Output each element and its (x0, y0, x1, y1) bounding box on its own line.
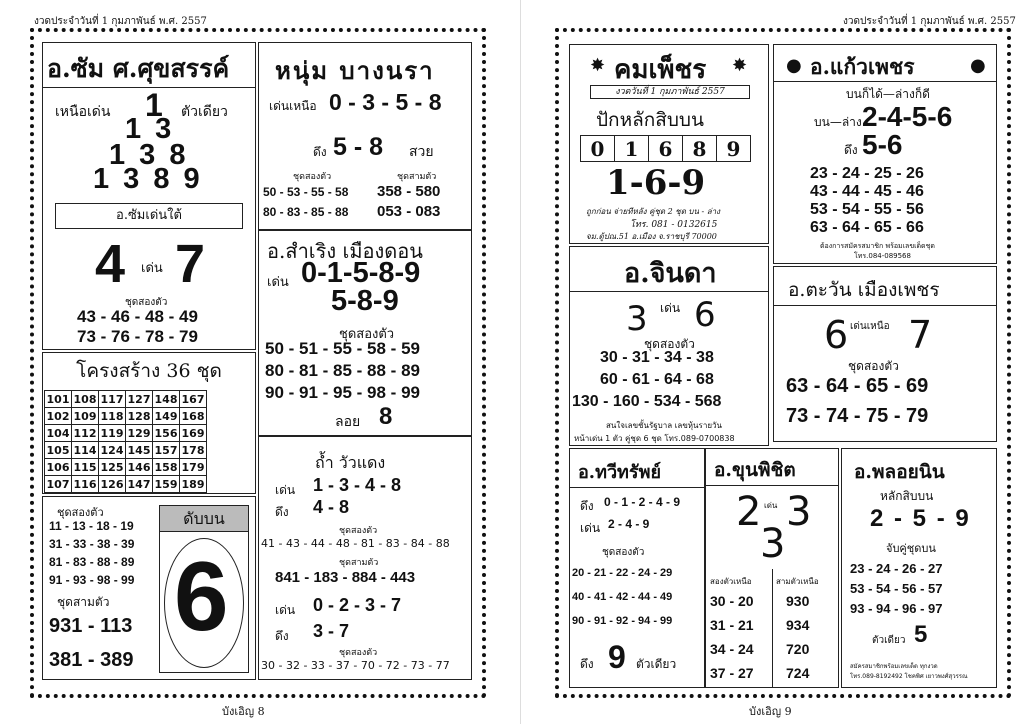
tham-lead2-label: เด่น (275, 603, 296, 617)
structure-row (45, 425, 207, 442)
structure-cell: 126 (99, 476, 126, 493)
khun-row-4a: 37 - 27 (710, 665, 754, 681)
khom-date: งวดวันที่ 1 กุมภาพันธ์ 2557 (615, 87, 725, 97)
khom-digit: 6 (649, 136, 683, 162)
phlo-single-label: ตัวเดียว (872, 635, 906, 646)
page-header: งวดประจำวันที่ 1 กุมภาพันธ์ พ.ศ. 2557 (34, 16, 207, 27)
bottom-triple-1: 931 - 113 (49, 615, 133, 637)
tham-title: ถ้ำ วัวแดง (315, 453, 386, 472)
structure-cell: 158 (153, 459, 180, 476)
samroeng-lead2: 5-8-9 (331, 285, 399, 317)
structure-cell: 117 (99, 391, 126, 408)
tawan-n1: 6 (824, 313, 849, 357)
structure-cell: 156 (153, 425, 180, 442)
structure-cell: 115 (72, 459, 99, 476)
phlo-row-3: 93 - 94 - 96 - 97 (850, 601, 943, 616)
structure-cell: 108 (72, 391, 99, 408)
dot-icon: ● (786, 55, 802, 76)
structure-cell: 157 (153, 442, 180, 459)
structure-cell: 148 (153, 391, 180, 408)
num-two-label: ชุดสองตัว (293, 172, 332, 182)
structure-cell: 127 (126, 391, 153, 408)
kaew-row-3: 53 - 54 - 55 - 56 (810, 201, 924, 218)
structure-cell: 128 (126, 408, 153, 425)
thawee-pair-label: ชุดสองตัว (602, 547, 645, 558)
thawee-ding: 0 - 1 - 2 - 4 - 9 (604, 495, 681, 509)
num-three-1: 358 - 580 (377, 183, 441, 200)
structure-cell: 179 (180, 459, 207, 476)
khom-title: คมเพ็ชร (614, 55, 707, 85)
khom-box (569, 44, 769, 244)
jinda-title: อ.จินดา (624, 258, 717, 289)
bottom-triple-2: 381 - 389 (49, 649, 134, 671)
phlo-main: 2 - 5 - 9 (870, 505, 971, 532)
samroeng-float-num: 8 (379, 403, 393, 430)
dup-box (159, 505, 249, 673)
jinda-mid: เด่น (660, 301, 681, 315)
khun-row-3b: 720 (786, 641, 810, 657)
thawee-row-1: 20 - 21 - 22 - 24 - 29 (572, 567, 673, 579)
star-icon: ✸ (590, 55, 606, 76)
thawee-ding2: 9 (608, 639, 626, 675)
num-two-2: 80 - 83 - 85 - 88 (263, 205, 349, 219)
structure-cell: 189 (180, 476, 207, 493)
tawan-title: อ.ตะวัน เมืองเพชร (788, 279, 940, 301)
khom-digits (580, 135, 751, 162)
bottom-pair-2: 31 - 33 - 38 - 39 (49, 537, 135, 551)
kaew-title: อ.แก้วเพชร (810, 54, 915, 79)
num-lead-label: เด่นเหนือ (269, 99, 317, 113)
star-icon: ✸ (732, 55, 748, 76)
bottom-triple-label: ชุดสามตัว (57, 595, 110, 609)
som-big-mid: เด่น (141, 261, 163, 276)
som-tri-3: 1 3 8 9 (93, 163, 203, 195)
khun-mid: เด่น (764, 501, 778, 510)
khom-digit: 1 (615, 136, 649, 162)
samroeng-lead-label: เด่น (267, 275, 289, 290)
tham-triples: 841 - 183 - 884 - 443 (275, 569, 416, 586)
bottom-box (42, 496, 256, 680)
structure-cell: 178 (180, 442, 207, 459)
som-tri-1: 1 3 (125, 113, 175, 145)
tham-ding-label: ดึง (275, 505, 289, 519)
phlo-row-2: 53 - 54 - 56 - 57 (850, 581, 943, 596)
dup-label: ดับบน (160, 506, 248, 532)
samroeng-pair-3: 90 - 91 - 95 - 98 - 99 (265, 383, 420, 402)
khun-col2: สามตัวเหนือ (776, 577, 819, 586)
tham-pairs2: 30 - 32 - 33 - 37 - 70 - 72 - 73 - 77 (261, 659, 450, 672)
structure-row (45, 442, 207, 459)
bottom-pair-4: 91 - 93 - 98 - 99 (49, 573, 135, 587)
khun-row-1a: 30 - 20 (710, 593, 754, 609)
structure-cell: 124 (99, 442, 126, 459)
structure-row (45, 476, 207, 493)
jinda-row-2: 60 - 61 - 64 - 68 (600, 371, 714, 388)
kaew-row-4: 63 - 64 - 65 - 66 (810, 219, 924, 236)
tham-ding: 4 - 8 (313, 497, 350, 517)
tham-pair-label: ชุดสองตัว (339, 526, 378, 536)
structure-cell: 118 (99, 408, 126, 425)
structure-cell: 105 (45, 442, 72, 459)
kaew-sub: บนก็ได้—ล่างก็ดี (846, 87, 930, 101)
khun-row-3a: 34 - 24 (710, 641, 754, 657)
bottom-pair-1: 11 - 13 - 18 - 19 (49, 519, 134, 533)
kaew-row-2: 43 - 44 - 45 - 46 (810, 183, 924, 200)
structure-cell: 167 (180, 391, 207, 408)
samroeng-pair-2: 80 - 81 - 85 - 88 - 89 (265, 361, 420, 380)
phlo-sub: หลักสิบบน (880, 489, 934, 503)
jinda-n1: 3 (626, 299, 648, 339)
khom-note3: จม.ตู้ปณ.51 อ.เมือง จ.ราชบุรี 70000 (586, 232, 717, 241)
kaew-b-label: ดึง (844, 143, 858, 157)
structure-cell: 159 (153, 476, 180, 493)
structure-cell: 116 (72, 476, 99, 493)
kaew-a: 2-4-5-6 (862, 101, 953, 132)
samroeng-pair-label: ชุดสองตัว (339, 327, 395, 342)
khom-digit: 8 (683, 136, 717, 162)
kaew-b: 5-6 (862, 129, 903, 160)
tawan-pair-label: ชุดสองตัว (848, 359, 899, 373)
khun-n3: 3 (760, 521, 786, 567)
som-pair-1: 43 - 46 - 48 - 49 (77, 307, 198, 326)
structure-cell: 129 (126, 425, 153, 442)
tham-lead2: 0 - 2 - 3 - 7 (313, 595, 402, 615)
jinda-pair-label: ชุดสองตัว (644, 337, 695, 351)
structure-row (45, 459, 207, 476)
som-title: อ.ซัม ศ.ศุขสรรค์ (47, 54, 230, 83)
num-ding: 5 - 8 (333, 133, 384, 161)
page-footer: บังเอิญ 9 (749, 705, 792, 718)
som-lead-suffix: ตัวเดียว (181, 104, 228, 120)
structure-cell: 149 (153, 408, 180, 425)
som-big-2: 7 (175, 234, 206, 294)
khom-digit: 0 (581, 136, 615, 162)
tham-pairs: 41 - 43 - 44 - 48 - 81 - 83 - 84 - 88 (261, 537, 450, 550)
thawee-lead-label: เด่น (580, 521, 601, 535)
kaew-note: ต้องการสมัครสมาชิก พร้อมเลขเด็ดชุด (820, 242, 935, 250)
jinda-n2: 6 (694, 295, 716, 335)
tham-ding2-label: ดึง (275, 629, 289, 643)
structure-cell: 104 (45, 425, 72, 442)
khom-note1: ถูกก่อน จ่ายทีหลัง คู่ชุด 2 ชุด บน - ล่าง (586, 207, 721, 216)
phlo-pair-label: จับคู่ชุดบน (886, 542, 936, 555)
tawan-mid: เด่นเหนือ (850, 321, 890, 332)
jinda-note1: สนใจเลขชั้นรัฐบาล เลขหุ้นรายวัน (606, 421, 722, 430)
khun-n2: 3 (786, 489, 812, 535)
dup-num: 6 (174, 541, 229, 651)
som-sub-title: อ.ซัมเด่นใต้ (116, 208, 182, 223)
samroeng-box (258, 230, 472, 436)
phlo-row-1: 23 - 24 - 26 - 27 (850, 561, 943, 576)
structure-table (44, 390, 207, 493)
thawee-row-2: 40 - 41 - 42 - 44 - 49 (572, 591, 673, 603)
kaew-a-label: บน—ล่าง (814, 115, 862, 129)
thawee-ding2-suffix: ตัวเดียว (636, 657, 677, 671)
phlo-note2: โทร.089-8192492 โชคพิศ เยาวพงศ์สุวรรณ (850, 673, 968, 680)
tawan-box (773, 266, 997, 442)
khun-row-2b: 934 (786, 617, 810, 633)
structure-row (45, 391, 207, 408)
num-two-1: 50 - 53 - 55 - 58 (263, 185, 349, 199)
phlo-single: 5 (914, 621, 928, 648)
jinda-note2: หน้าเด่น 1 ตัว คู่ชุด 6 ชุด โทร.089-0700838 (574, 434, 735, 443)
num-three-2: 053 - 083 (377, 203, 441, 220)
khom-date-box (590, 85, 750, 99)
som-lead-num: 1 (145, 87, 163, 123)
right-page (520, 0, 1024, 724)
samroeng-float-label: ลอย (335, 414, 361, 430)
som-big-1: 4 (95, 234, 126, 294)
thawee-title: อ.ทวีทรัพย์ (578, 462, 661, 483)
tawan-n2: 7 (908, 313, 933, 357)
structure-cell: 114 (72, 442, 99, 459)
structure-title: โครงสร้าง 36 ชุด (76, 360, 222, 382)
structure-cell: 147 (126, 476, 153, 493)
page-footer: บังเอิญ 8 (222, 705, 265, 718)
khun-col1: สองตัวเหนือ (710, 577, 752, 586)
structure-cell: 101 (45, 391, 72, 408)
bottom-pair-label: ชุดสองตัว (57, 506, 104, 519)
thawee-lead: 2 - 4 - 9 (608, 517, 650, 531)
num-ding-suffix: สวย (409, 144, 434, 160)
structure-cell: 109 (72, 408, 99, 425)
khun-box (705, 448, 839, 688)
num-three-label: ชุดสามตัว (397, 172, 437, 182)
jinda-row-1: 30 - 31 - 34 - 38 (600, 349, 714, 366)
kaew-phone: โทร.084-089568 (854, 252, 911, 260)
tham-ding2: 3 - 7 (313, 621, 350, 641)
structure-cell: 125 (99, 459, 126, 476)
structure-cell: 112 (72, 425, 99, 442)
phlo-note1: สมัครสมาชิกพร้อมเลขเด็ด ทุกงวด (850, 663, 938, 670)
tham-triple-label: ชุดสามตัว (339, 558, 379, 568)
samroeng-pair-1: 50 - 51 - 55 - 58 - 59 (265, 339, 420, 358)
tham-box (258, 436, 472, 680)
thawee-row-3: 90 - 91 - 92 - 94 - 99 (572, 615, 673, 627)
tham-pair2-label: ชุดสองตัว (339, 648, 378, 658)
num-title: หนุ่ม บางนรา (275, 57, 435, 85)
khom-sub: ปักหลักสิบบน (596, 109, 704, 131)
structure-cell: 168 (180, 408, 207, 425)
num-ding-label: ดึง (313, 145, 327, 159)
phlo-box (841, 448, 997, 688)
kaew-box (773, 44, 997, 264)
tham-lead-label: เด่น (275, 483, 296, 497)
dot-icon: ● (970, 55, 986, 76)
khun-row-4b: 724 (786, 665, 810, 681)
samroeng-title: อ.สำเริง เมืองดอน (267, 239, 423, 263)
khom-digit: 9 (717, 136, 751, 162)
phlo-title: อ.พลอยนิน (854, 461, 945, 483)
num-lead: 0 - 3 - 5 - 8 (329, 89, 442, 115)
structure-cell: 145 (126, 442, 153, 459)
khom-note2: โทร. 081 - 0132615 (630, 220, 718, 230)
structure-cell: 119 (99, 425, 126, 442)
som-pair-label: ชุดสองตัว (125, 297, 168, 308)
tham-lead: 1 - 3 - 4 - 8 (313, 475, 402, 495)
jinda-box (569, 246, 769, 446)
som-lead-label: เหนือเด่น (55, 104, 111, 120)
jinda-row-3: 130 - 160 - 534 - 568 (572, 393, 722, 410)
page-header: งวดประจำวันที่ 1 กุมภาพันธ์ พ.ศ. 2557 (843, 16, 1016, 27)
khun-title: อ.ขุนพิชิต (714, 459, 796, 481)
khun-row-2a: 31 - 21 (710, 617, 754, 633)
tawan-row-1: 63 - 64 - 65 - 69 (786, 375, 929, 397)
bottom-pair-3: 81 - 83 - 88 - 89 (49, 555, 135, 569)
som-pair-2: 73 - 76 - 78 - 79 (77, 327, 198, 346)
thawee-ding-label: ดึง (580, 499, 594, 513)
khom-main: 1-6-9 (606, 163, 706, 203)
structure-cell: 106 (45, 459, 72, 476)
structure-row (45, 408, 207, 425)
som-tri-2: 1 3 8 (109, 139, 189, 171)
num-box (258, 42, 472, 230)
som-sub-box (55, 203, 243, 229)
structure-cell: 107 (45, 476, 72, 493)
structure-cell: 169 (180, 425, 207, 442)
kaew-row-1: 23 - 24 - 25 - 26 (810, 165, 924, 182)
structure-cell: 146 (126, 459, 153, 476)
thawee-ding2-label: ดึง (580, 657, 594, 671)
khun-row-1b: 930 (786, 593, 810, 609)
som-box (42, 42, 256, 350)
thawee-box (569, 448, 705, 688)
samroeng-lead: 0-1-5-8-9 (301, 257, 421, 289)
structure-cell: 102 (45, 408, 72, 425)
khun-n1: 2 (736, 489, 762, 535)
tawan-row-2: 73 - 74 - 75 - 79 (786, 405, 929, 427)
